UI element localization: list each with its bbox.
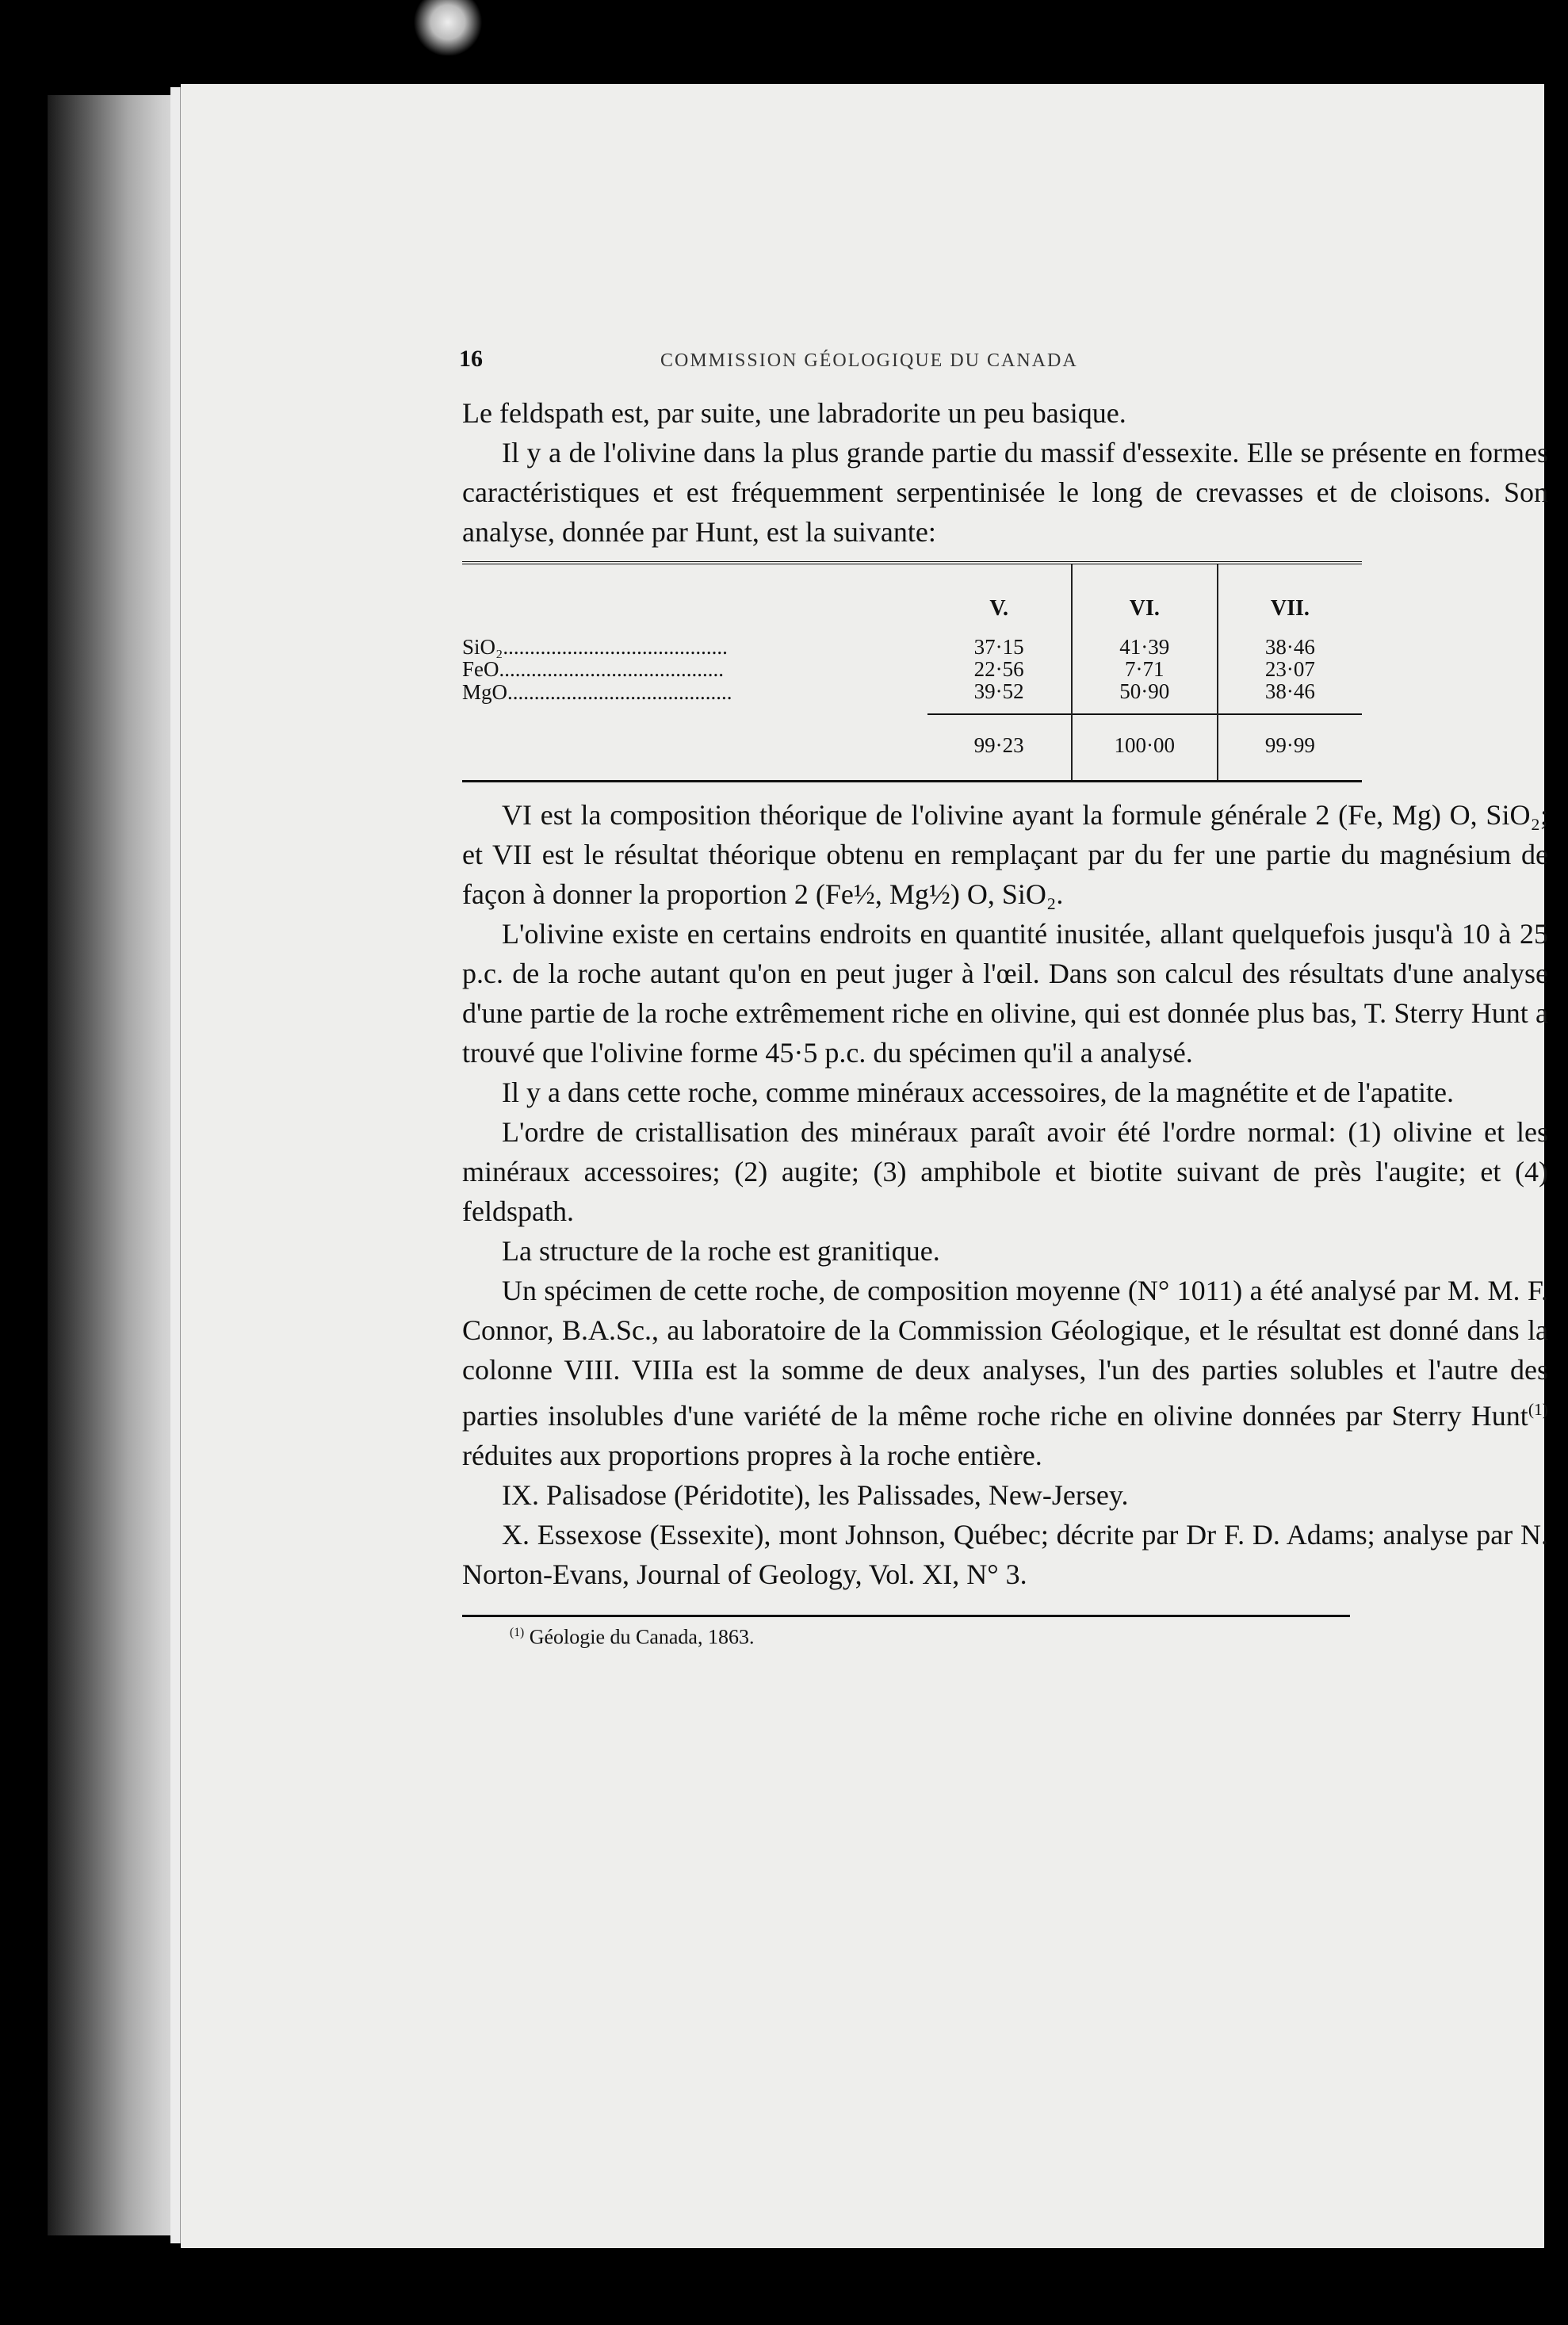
page-number: 16 xyxy=(459,346,483,372)
paragraph: VI est la composition théorique de l'olivine ayant la formule générale 2 (Fe, Mg) O, SiO₂; et VII est le résultat théorique obtenu en remplaçant par du fer une partie du magnésium de façon à donner la proportion 2 (Fe½, Mg½) O, SiO₂. xyxy=(462,799,1548,910)
scan-blot xyxy=(412,0,484,55)
paragraph-text: réduites aux proportions propres à la roche entière. xyxy=(462,1440,1042,1471)
footnote-reference[interactable]: (1) xyxy=(1528,1400,1548,1419)
table-row xyxy=(462,658,1362,680)
table-cell: 37·15 xyxy=(973,635,1024,659)
paragraph: IX. Palisadose (Péridotite), les Palissades, New-Jersey. xyxy=(502,1479,1129,1511)
column-header: VII. xyxy=(1218,563,1362,633)
table-cell: 38·46 xyxy=(1218,680,1362,714)
table-cell: 41·39 xyxy=(1072,633,1218,658)
total-cell: 99·99 xyxy=(1218,714,1362,782)
table-cell: 7·71 xyxy=(1072,658,1218,680)
document-page xyxy=(181,84,1548,2248)
paragraph: La structure de la roche est granitique. xyxy=(502,1235,940,1267)
table-cell: 23·07 xyxy=(1218,658,1362,680)
row-label: MgO.......................................... xyxy=(462,680,732,704)
table-header-row xyxy=(462,563,1362,633)
total-cell: 99·23 xyxy=(927,714,1072,782)
page-left-edge xyxy=(170,87,182,2243)
paragraph: Le feldspath est, par suite, une labradorite un peu basique. xyxy=(462,397,1126,429)
row-label: SiO₂.......................................... xyxy=(462,635,728,658)
table-row xyxy=(462,633,1362,658)
table-cell: 39·52 xyxy=(973,679,1024,703)
table-cell: 38·46 xyxy=(1218,633,1362,658)
table-row xyxy=(462,680,1362,714)
table-total-row xyxy=(462,714,1362,782)
paragraph: L'ordre de cristallisation des minéraux paraît avoir été l'ordre normal: (1) olivine et les minéraux accessoires; (2) augite; (3) amphibole et biotite suivant de près l'augite; et (4) feldspath. xyxy=(462,1116,1548,1227)
paragraph-text: Un spécimen de cette roche, de composition moyenne (N° 1011) a été analysé par M. M. F. Connor, B.A.Sc., au laboratoire de la Commission Géologique, et le résultat est donné dans la colonne VIII. VIIIa est la somme de deux analyses, l'un des parties solubles et l'autre des parties insolubles d'une variété de la même roche riche en olivine données par Sterry Hunt xyxy=(462,1275,1548,1432)
paragraph: L'olivine existe en certains endroits en quantité inusitée, allant quelquefois jusqu'à 10 à 25 p.c. de la roche autant qu'on en peut juger à l'œil. Dans son calcul des résultats d'une analyse d'une partie de la roche extrêmement riche en olivine, qui est donnée plus bas, T. Sterry Hunt a trouvé que l'olivine forme 45·5 p.c. du spécimen qu'il a analysé. xyxy=(462,918,1548,1069)
column-header: V. xyxy=(989,596,1008,621)
table-cell: 50·90 xyxy=(1072,680,1218,714)
running-head: COMMISSION GÉOLOGIQUE DU CANADA xyxy=(660,350,1078,371)
total-cell: 100·00 xyxy=(1072,714,1218,782)
paragraph: X. Essexose (Essexite), mont Johnson, Québec; décrite par Dr F. D. Adams; analyse par N. Norton-Evans, Journal of Geology, Vol. XI, N° 3. xyxy=(462,1519,1548,1590)
footnote-marker: (1) xyxy=(510,1626,525,1639)
page-stack-edge xyxy=(48,95,182,2235)
paragraph: Il y a dans cette roche, comme minéraux accessoires, de la magnétite et de l'apatite. xyxy=(502,1076,1454,1108)
footnote xyxy=(462,1617,1548,1654)
olivine-analysis-table xyxy=(462,561,1362,782)
paragraph-with-footnote xyxy=(462,1271,1548,1475)
page-content xyxy=(459,346,1548,1654)
table-cell: 22·56 xyxy=(973,657,1024,681)
footnote-text: Géologie du Canada, 1863. xyxy=(529,1625,755,1649)
page-header xyxy=(459,346,1548,393)
row-label: FeO.......................................... xyxy=(462,658,724,680)
column-header: VI. xyxy=(1072,563,1218,633)
paragraph: Il y a de l'olivine dans la plus grande partie du massif d'essexite. Elle se présente en formes caractéristiques et est fréquemment serpentinisée le long de crevasses et de cloisons. Son analyse, donnée par Hunt, est la suivante: xyxy=(462,437,1548,548)
